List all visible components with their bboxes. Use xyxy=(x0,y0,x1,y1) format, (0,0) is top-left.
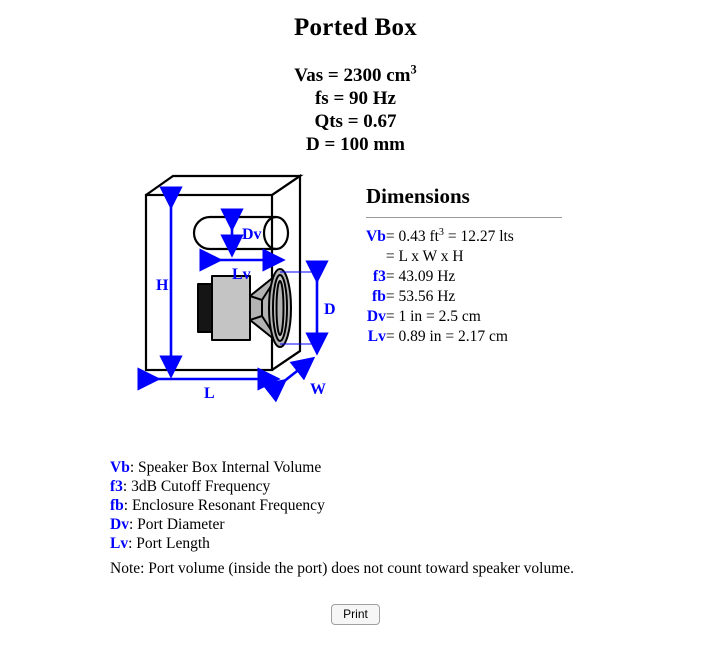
legend-key-dv: Dv xyxy=(110,516,129,533)
dim-key-lwh xyxy=(366,247,386,267)
label-port-length: Lv xyxy=(232,266,251,283)
label-port-diameter: Dv xyxy=(242,226,262,243)
label-height: H xyxy=(156,277,169,294)
label-length: L xyxy=(204,385,215,402)
table-row xyxy=(366,267,514,287)
table-row xyxy=(366,307,514,327)
list-item xyxy=(110,477,325,496)
print-button[interactable]: Print xyxy=(331,604,380,625)
dim-value-lwh: = L x W x H xyxy=(385,248,464,265)
parameter-block xyxy=(0,64,711,156)
dimensions-table xyxy=(366,227,514,347)
dimensions-heading: Dimensions xyxy=(366,184,470,208)
dim-value-f3: = 43.09 Hz xyxy=(385,268,456,285)
param-qts: Qts = 0.67 xyxy=(314,111,397,132)
legend-list xyxy=(110,458,325,553)
table-row xyxy=(366,327,514,347)
legend-key-vb: Vb xyxy=(110,459,130,476)
legend-desc-dv: : Port Diameter xyxy=(128,516,225,533)
dim-key-f3: f3 xyxy=(372,268,386,285)
dim-value-fb: = 53.56 Hz xyxy=(385,288,456,305)
note-text: Note: Port volume (inside the port) does not count toward speaker volume. xyxy=(110,560,575,577)
arrow-width xyxy=(278,364,306,386)
dim-value-lv: = 0.89 in = 2.17 cm xyxy=(385,328,508,345)
table-row xyxy=(366,287,514,307)
table-row xyxy=(366,247,514,267)
dim-key-lv: Lv xyxy=(367,328,386,345)
param-vas-superscript: 3 xyxy=(410,62,417,77)
dimensions-panel xyxy=(366,184,666,347)
legend-desc-fb: : Enclosure Resonant Frequency xyxy=(123,497,325,514)
dimensions-divider xyxy=(366,217,562,218)
param-fs: fs = 90 Hz xyxy=(314,88,396,109)
list-item xyxy=(110,534,325,553)
legend-desc-vb: : Speaker Box Internal Volume xyxy=(129,459,322,476)
port-tube xyxy=(194,217,288,249)
list-item xyxy=(110,515,325,534)
dim-key-fb: fb xyxy=(372,288,386,305)
list-item xyxy=(110,458,325,477)
legend-key-f3: f3 xyxy=(110,478,123,495)
dim-value-vb-superscript: 3 xyxy=(438,226,444,238)
legend-key-fb: fb xyxy=(110,497,124,514)
legend-desc-f3: : 3dB Cutoff Frequency xyxy=(122,478,271,495)
print-button-container xyxy=(0,604,711,625)
middle-section xyxy=(0,168,711,418)
speaker-box-svg xyxy=(128,168,358,403)
list-item xyxy=(110,496,325,515)
param-d: D = 100 mm xyxy=(306,134,405,155)
dim-key-dv: Dv xyxy=(366,308,386,325)
legend-key-lv: Lv xyxy=(110,535,129,552)
page-title: Ported Box xyxy=(293,14,418,41)
page-root xyxy=(0,8,711,663)
speaker-box-diagram xyxy=(128,168,358,408)
label-width: W xyxy=(310,381,326,398)
legend-desc-lv: : Port Length xyxy=(128,535,210,552)
dim-value-vb: = 0.43 $ft^3 = 12.27$ lts xyxy=(385,226,514,245)
param-vas: Vas = 2300 $cm^3$ xyxy=(294,62,417,86)
dim-value-dv: = 1 in = 2.5 cm xyxy=(385,308,481,325)
dim-key-vb: Vb xyxy=(366,228,386,245)
label-driver-diameter: D xyxy=(324,301,336,318)
table-row xyxy=(366,227,514,247)
